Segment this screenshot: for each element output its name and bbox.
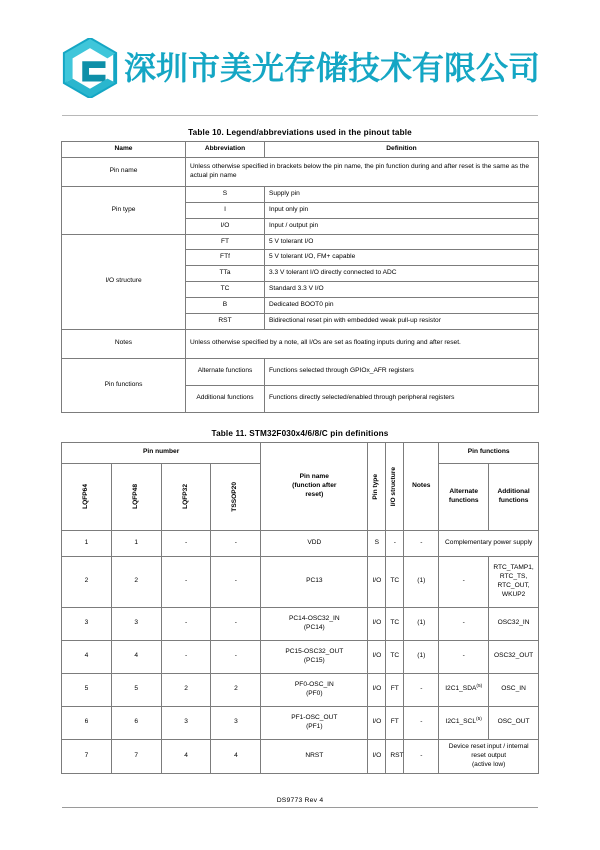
cell-io-structure: FT <box>386 706 404 739</box>
table10-legend-abbreviations <box>61 141 539 413</box>
table-row <box>62 530 539 556</box>
cell-lqfp64: 1 <box>62 530 112 556</box>
cell-pin-type: I/O <box>368 556 386 607</box>
table10-cell-definition: Unless otherwise specified in brackets below the pin name, the pin function during and after reset is the same as the actual pin name <box>186 157 539 186</box>
table10-cell-abbr: Alternate functions <box>186 358 265 385</box>
pin-name-secondary: (PC15) <box>303 656 325 664</box>
table10-col-name: Name <box>62 142 186 158</box>
cell-lqfp32: 2 <box>161 673 211 706</box>
table10-cell-abbr: TTa <box>186 266 265 282</box>
cell-io-structure: - <box>386 530 404 556</box>
cell-pin-type: I/O <box>368 640 386 673</box>
merged-line2: (active low) <box>471 760 506 768</box>
header-divider <box>62 115 538 116</box>
cell-lqfp64: 6 <box>62 706 112 739</box>
cell-lqfp48: 6 <box>111 706 161 739</box>
table-row <box>62 640 539 673</box>
table11-group-pin-number: Pin number <box>62 442 261 463</box>
pin-name-primary: PF0-OSC_IN <box>294 681 334 689</box>
hexagon-cube-logo <box>62 38 118 98</box>
cell-pin-type: I/O <box>368 607 386 640</box>
table11-header-group-row <box>62 442 539 463</box>
table10-cell-definition: Unless otherwise specified by a note, all I/Os are set as floating inputs during and after reset. <box>186 329 539 358</box>
table-row <box>62 706 539 739</box>
cell-lqfp48: 1 <box>111 530 161 556</box>
cell-lqfp32: - <box>161 640 211 673</box>
cell-notes: (1) <box>404 640 439 673</box>
table10-cell-definition: Functions selected through GPIOx_AFR registers <box>265 358 539 385</box>
cell-tssop20: - <box>211 640 261 673</box>
table10-header-row <box>62 142 539 158</box>
table-row <box>62 556 539 607</box>
table11-pin-definitions <box>61 442 539 774</box>
table10-cell-name: Pin name <box>62 157 186 186</box>
cell-lqfp48: 4 <box>111 640 161 673</box>
cell-tssop20: 2 <box>211 673 261 706</box>
table10-cell-definition: Supply pin <box>265 186 539 202</box>
cell-additional-functions: OSC32_IN <box>489 607 539 640</box>
table10-cell-definition: 5 V tolerant I/O, FM+ capable <box>265 250 539 266</box>
additional-line: RTC_TS, <box>499 573 528 581</box>
table10-cell-abbr: Additional functions <box>186 385 265 412</box>
cell-lqfp64: 5 <box>62 673 112 706</box>
table11-col-lqfp32: LQFP32 <box>161 463 211 530</box>
table10-cell-abbr: I/O <box>186 218 265 234</box>
cell-additional-functions: OSC32_OUT <box>489 640 539 673</box>
page-footer <box>62 797 538 808</box>
cell-pin-type: I/O <box>368 673 386 706</box>
cell-notes: - <box>404 706 439 739</box>
cell-pin-type: I/O <box>368 739 386 773</box>
table-row <box>62 607 539 640</box>
table10-cell-abbr: RST <box>186 314 265 330</box>
table-row <box>62 673 539 706</box>
pin-name-secondary: (PC14) <box>303 623 325 631</box>
cell-io-structure: TC <box>386 607 404 640</box>
pin-name-line3: reset) <box>305 490 324 498</box>
pin-name-line2: (function after <box>292 481 337 489</box>
table11-col-alternate-functions: Alternate functions <box>439 463 489 530</box>
table10-cell-abbr: TC <box>186 282 265 298</box>
additional-line: WKUP2 <box>501 590 526 598</box>
additional-line: RTC_OUT, <box>497 581 530 589</box>
table10-cell-definition: Dedicated BOOT0 pin <box>265 298 539 314</box>
pin-name-secondary: (PF1) <box>306 722 323 730</box>
cell-lqfp32: 4 <box>161 739 211 773</box>
table10-group-pin-type: Pin type <box>62 186 186 234</box>
table-row <box>62 186 539 202</box>
footer-divider <box>62 807 538 808</box>
table10-cell-abbr: I <box>186 202 265 218</box>
cell-alternate-functions: - <box>439 607 489 640</box>
table10-col-definition: Definition <box>265 142 539 158</box>
pin-name-primary: PC14-OSC32_IN <box>289 615 340 623</box>
cell-lqfp48: 5 <box>111 673 161 706</box>
cell-lqfp64: 4 <box>62 640 112 673</box>
table10-cell-definition: 5 V tolerant I/O <box>265 234 539 250</box>
cell-notes: - <box>404 739 439 773</box>
footer-document-id: DS9773 Rev 4 <box>276 797 324 804</box>
table11-col-pin-name <box>261 442 368 530</box>
cell-lqfp32: - <box>161 530 211 556</box>
cell-alternate-functions: - <box>439 640 489 673</box>
table-row <box>62 157 539 186</box>
cell-alternate-functions <box>439 673 489 706</box>
pin-name-primary: PC15-OSC32_OUT <box>285 648 344 656</box>
cell-pin-name: VDD <box>261 530 368 556</box>
table11-caption: Table 11. STM32F030x4/6/8/C pin definitions <box>211 428 389 438</box>
cell-io-structure: RST <box>386 739 404 773</box>
cell-io-structure: TC <box>386 640 404 673</box>
table10-group-pin-functions: Pin functions <box>62 358 186 412</box>
cell-tssop20: 4 <box>211 739 261 773</box>
table10-cell-abbr: S <box>186 186 265 202</box>
cell-pin-name <box>261 640 368 673</box>
cell-lqfp48: 7 <box>111 739 161 773</box>
table10-cell-definition: Functions directly selected/enabled through peripheral registers <box>265 385 539 412</box>
cell-merged-function: Complementary power supply <box>439 530 539 556</box>
alternate-function-label: I2C1_SDA <box>445 685 477 693</box>
cell-pin-name: NRST <box>261 739 368 773</box>
cell-additional-functions <box>489 556 539 607</box>
table10-cell-definition: 3.3 V tolerant I/O directly connected to ADC <box>265 266 539 282</box>
table10-caption: Table 10. Legend/abbreviations used in the pinout table <box>188 128 412 137</box>
footnote-ref: (5) <box>476 684 483 690</box>
table11-col-tssop20: TSSOP20 <box>211 463 261 530</box>
pin-name-primary: PF1-OSC_OUT <box>291 714 338 722</box>
cell-pin-name <box>261 706 368 739</box>
cell-merged-function <box>439 739 539 773</box>
table11-col-additional-functions: Additional functions <box>489 463 539 530</box>
additional-line: RTC_TAMP1, <box>493 564 534 572</box>
cell-notes: - <box>404 673 439 706</box>
table10-cell-definition: Bidirectional reset pin with embedded weak pull-up resistor <box>265 314 539 330</box>
table10-cell-abbr: FT <box>186 234 265 250</box>
table-row <box>62 739 539 773</box>
table11-group-pin-functions: Pin functions <box>439 442 539 463</box>
pin-name-secondary: (PF0) <box>306 689 323 697</box>
cell-tssop20: - <box>211 530 261 556</box>
cell-additional-functions: OSC_OUT <box>489 706 539 739</box>
cell-notes: - <box>404 530 439 556</box>
cell-alternate-functions: - <box>439 556 489 607</box>
cell-pin-name: PC13 <box>261 556 368 607</box>
cell-lqfp64: 7 <box>62 739 112 773</box>
table10-cell-definition: Standard 3.3 V I/O <box>265 282 539 298</box>
pin-name-line1: Pin name <box>299 473 329 481</box>
table11-col-pin-type: Pin type <box>368 442 386 530</box>
cell-notes: (1) <box>404 556 439 607</box>
cell-alternate-functions <box>439 706 489 739</box>
table-row <box>62 234 539 250</box>
cell-lqfp64: 2 <box>62 556 112 607</box>
cell-additional-functions: OSC_IN <box>489 673 539 706</box>
footnote-ref: (5) <box>476 717 482 723</box>
table10-col-abbreviation: Abbreviation <box>186 142 265 158</box>
cell-lqfp64: 3 <box>62 607 112 640</box>
cell-tssop20: - <box>211 556 261 607</box>
cell-pin-type: I/O <box>368 706 386 739</box>
table10-group-io-structure: I/O structure <box>62 234 186 329</box>
table11-col-io-structure: I/O structure <box>386 442 404 530</box>
cell-pin-name <box>261 607 368 640</box>
company-name: 深圳市美光存储技术有限公司 <box>124 49 541 87</box>
page-header <box>0 0 600 98</box>
cell-io-structure: FT <box>386 673 404 706</box>
cell-lqfp32: - <box>161 607 211 640</box>
merged-line1: Device reset input / internal reset output <box>448 742 529 759</box>
table10-cell-abbr: B <box>186 298 265 314</box>
cell-tssop20: 3 <box>211 706 261 739</box>
table-row <box>62 358 539 385</box>
cell-lqfp48: 2 <box>111 556 161 607</box>
cell-lqfp32: 3 <box>161 706 211 739</box>
cell-notes: (1) <box>404 607 439 640</box>
table11-col-lqfp64: LQFP64 <box>62 463 112 530</box>
cell-io-structure: TC <box>386 556 404 607</box>
table-row <box>62 329 539 358</box>
table10-cell-definition: Input / output pin <box>265 218 539 234</box>
cell-tssop20: - <box>211 607 261 640</box>
alternate-function-label: I2C1_SCL <box>445 718 476 726</box>
cell-pin-name <box>261 673 368 706</box>
table10-cell-abbr: FTf <box>186 250 265 266</box>
table10-cell-name: Notes <box>62 329 186 358</box>
cell-lqfp32: - <box>161 556 211 607</box>
table10-cell-definition: Input only pin <box>265 202 539 218</box>
table11-col-notes: Notes <box>404 442 439 530</box>
table11-col-lqfp48: LQFP48 <box>111 463 161 530</box>
cell-lqfp48: 3 <box>111 607 161 640</box>
cell-pin-type: S <box>368 530 386 556</box>
